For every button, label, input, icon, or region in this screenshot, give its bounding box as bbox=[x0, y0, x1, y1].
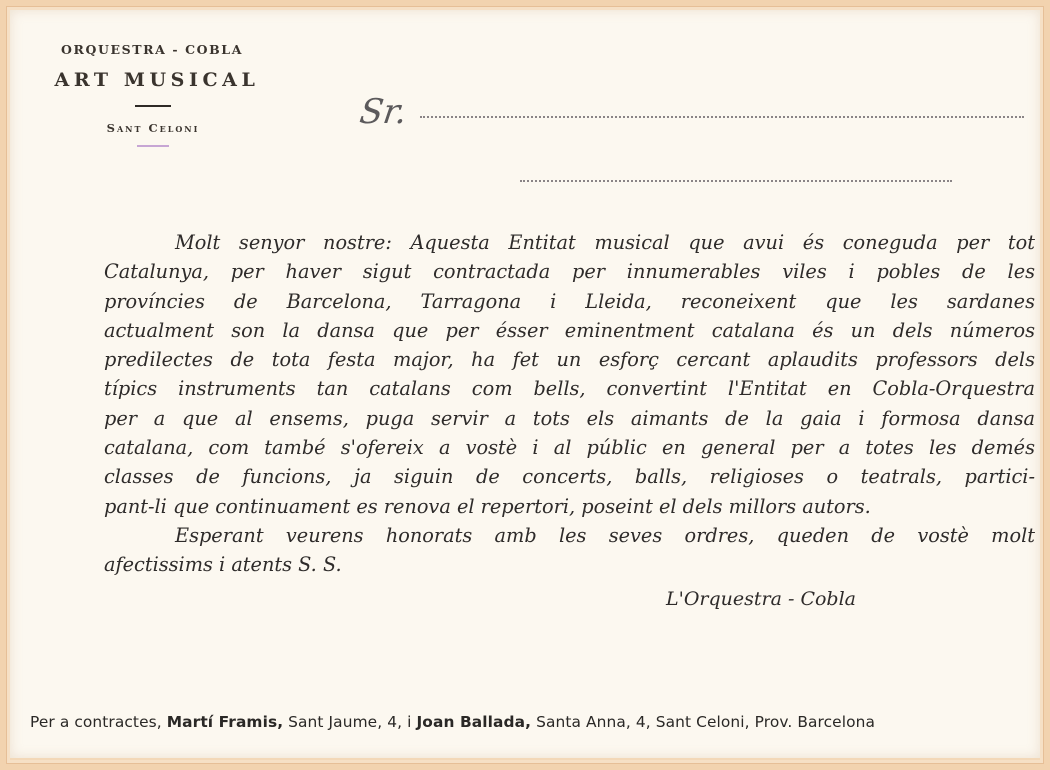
org-name-label: ART MUSICAL bbox=[54, 69, 260, 91]
addressee-address-line bbox=[520, 180, 952, 182]
letter-line: províncies de Barcelona, Tarragona i Lleida, reconeixent que les sardanes bbox=[104, 289, 1035, 313]
contact2-address: Santa Anna, 4, Sant Celoni, Prov. Barcelona bbox=[536, 713, 876, 731]
letter-line: actualment son la dansa que per ésser eminentment catalana és un dels números bbox=[104, 318, 1035, 342]
letter-line: afectissims i atents S. S. bbox=[104, 553, 342, 577]
letterhead bbox=[22, 42, 292, 147]
letterhead-divider bbox=[135, 105, 171, 107]
letter-signature: L'Orquestra - Cobla bbox=[666, 588, 856, 610]
letter-line: catalana, com també s'ofereix a vostè i al públic en general per a totes les demés bbox=[104, 436, 1035, 460]
org-location-label: Sant Celoni bbox=[106, 121, 200, 135]
letter-line: per a que al ensems, puga servir a tots els aimants de la gaia i formosa dansa bbox=[104, 406, 1035, 430]
contact1-address: Sant Jaume, 4, i bbox=[288, 713, 412, 731]
letter-line: Molt senyor nostre: Aquesta Entitat musical que avui és coneguda per tot bbox=[175, 231, 1035, 254]
addressee-name-line bbox=[420, 116, 1024, 118]
contact-footer bbox=[30, 713, 1030, 731]
contact2-name: Joan Ballada, bbox=[416, 713, 532, 731]
letter-line: típics instruments tan catalans com bells, convertint l'Entitat en Cobla-Orquestra bbox=[104, 377, 1035, 401]
letter-line: predilectes de tota festa major, ha fet un esforç cercant aplaudits professors dels bbox=[104, 348, 1035, 372]
contact1-name: Martí Framis, bbox=[166, 713, 284, 731]
letter-line: pant-li que continuament es renova el repertori, poseint el dels millors autors. bbox=[104, 494, 871, 518]
footer-prefix: Per a contractes, bbox=[30, 713, 162, 731]
letter-line: Catalunya, per haver sigut contractada per innumerables viles i pobles de les bbox=[104, 260, 1035, 284]
letter-line: Esperant veurens honorats amb les seves ordres, queden de vostè molt bbox=[175, 523, 1035, 547]
letter-body bbox=[95, 228, 1035, 580]
org-type-label: ORQUESTRA - COBLA bbox=[61, 42, 243, 57]
letter-line: classes de funcions, ja siguin de concerts, balls, religioses o teatrals, partici- bbox=[104, 465, 1035, 489]
letterhead-accent-rule bbox=[137, 145, 169, 147]
addressee-salutation: Sr. bbox=[357, 92, 410, 132]
